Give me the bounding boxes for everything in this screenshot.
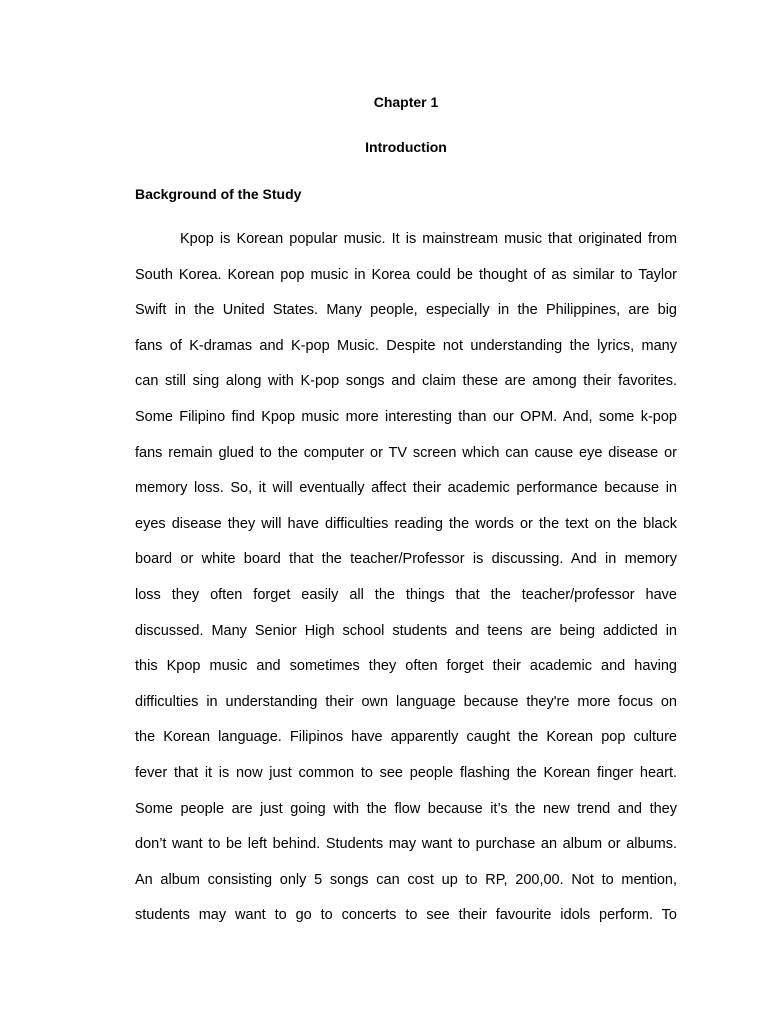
paragraph-line: Some people are just going with the flow because it’s the new trend and they (135, 800, 677, 817)
paragraph-line: don’t want to be left behind. Students may want to purchase an album or albums. (135, 836, 677, 853)
paragraph-line: discussed. Many Senior High school students and teens are being addicted in (135, 622, 677, 639)
paragraph-line: students may want to go to concerts to see their favourite idols perform. To (135, 907, 677, 924)
paragraph-line: fans remain glued to the computer or TV screen which can cause eye disease or (135, 444, 677, 461)
paragraph-line: fans of K-dramas and K-pop Music. Despite not understanding the lyrics, many (135, 337, 677, 354)
paragraph-line: Kpop is Korean popular music. It is mainstream music that originated from (180, 231, 677, 247)
paragraph-line: can still sing along with K-pop songs and claim these are among their favorites. (135, 373, 677, 390)
paragraph-line: Some Filipino find Kpop music more interesting than our OPM. And, some k-pop (135, 408, 677, 425)
paragraph-line: the Korean language. Filipinos have apparently caught the Korean pop culture (135, 729, 677, 746)
paragraph-line: South Korea. Korean pop music in Korea could be thought of as similar to Taylor (135, 266, 677, 283)
paragraph-line: memory loss. So, it will eventually affect their academic performance because in (135, 480, 677, 497)
paragraph-line: Swift in the United States. Many people, especially in the Philippines, are big (135, 302, 677, 319)
subheading: Background of the Study (135, 186, 302, 202)
paragraph-line: difficulties in understanding their own language because they're more focus on (135, 693, 677, 710)
paragraph-line: board or white board that the teacher/Professor is discussing. And in memory (135, 551, 677, 568)
paragraph-line: this Kpop music and sometimes they often forget their academic and having (135, 658, 677, 675)
paragraph-line: loss they often forget easily all the things that the teacher/professor have (135, 586, 677, 603)
paragraph-line: eyes disease they will have difficulties reading the words or the text on the black (135, 515, 677, 532)
section-title: Introduction (365, 139, 447, 155)
body-paragraph (135, 222, 677, 934)
paragraph-line: fever that it is now just common to see people flashing the Korean finger heart. (135, 764, 677, 781)
chapter-heading: Chapter 1 (373, 94, 439, 110)
paragraph-line: An album consisting only 5 songs can cost up to RP, 200,00. Not to mention, (135, 871, 677, 888)
